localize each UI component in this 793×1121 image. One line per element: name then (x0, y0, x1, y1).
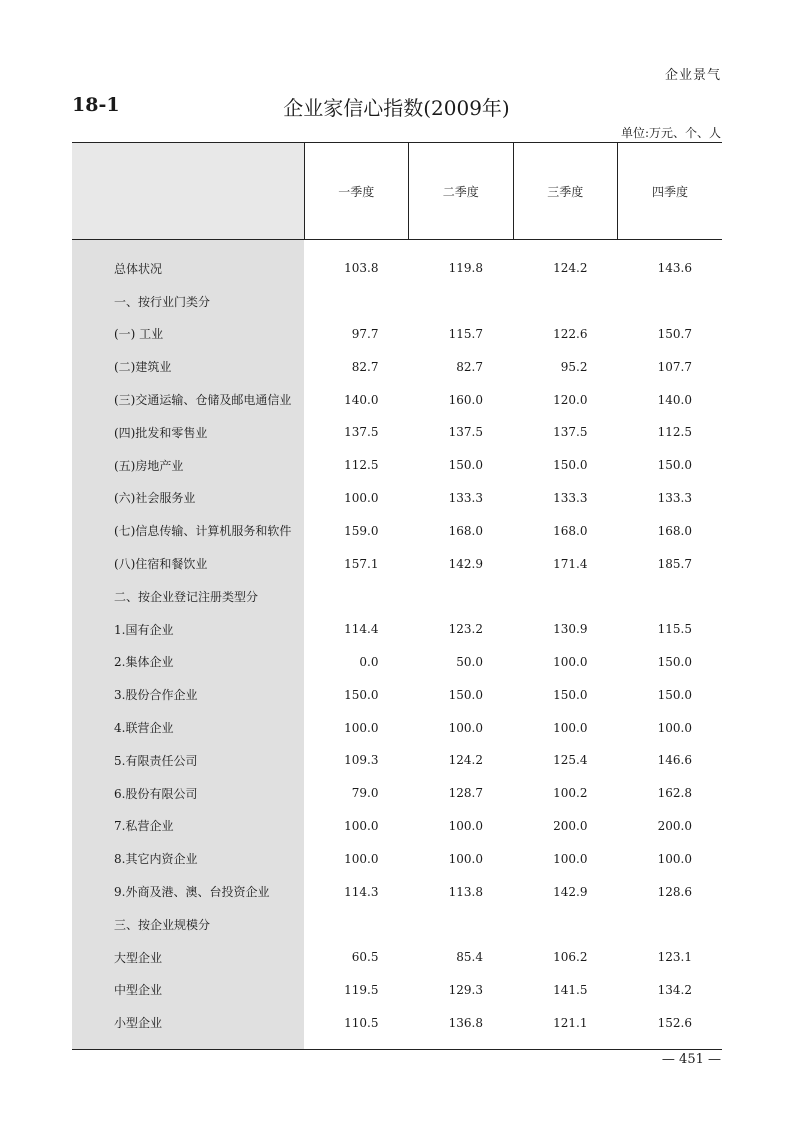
table-row (72, 285, 722, 318)
row-label: (四)批发和零售业 (72, 416, 304, 449)
table-row (72, 908, 722, 941)
table-row (72, 842, 722, 875)
row-label: 6.股份有限公司 (72, 777, 304, 810)
row-label: 7.私营企业 (72, 810, 304, 843)
table-cell: 100.0 (448, 720, 483, 735)
table-row (72, 875, 722, 908)
row-label: (二)建筑业 (72, 350, 304, 383)
table-row (72, 240, 722, 285)
table-cell: 114.3 (344, 884, 379, 899)
table-cell: 100.0 (657, 720, 692, 735)
table-cell: 159.0 (344, 523, 379, 538)
unit-note: 单位:万元、个、人 (620, 126, 721, 140)
table-cell: 150.0 (657, 687, 692, 702)
page-number: — 451 — (661, 1052, 721, 1067)
table-cell: 100.0 (553, 654, 588, 669)
table-cell: 100.0 (448, 851, 483, 866)
table-cell (409, 580, 514, 613)
table-cell: 200.0 (553, 818, 588, 833)
table-cell: 146.6 (657, 753, 692, 768)
table-title: 企业家信心指数(2009年) (283, 96, 510, 120)
table-cell: 168.0 (553, 523, 588, 538)
table-cell (409, 908, 514, 941)
table-cell: 60.5 (351, 950, 379, 965)
row-label: 三、按企业规模分 (72, 908, 304, 941)
table-cell: 125.4 (553, 753, 588, 768)
table-row (72, 777, 722, 810)
row-label: (一) 工业 (72, 318, 304, 351)
row-label: 一、按行业门类分 (72, 285, 304, 318)
table-cell: 160.0 (448, 392, 483, 407)
table-cell: 95.2 (560, 359, 588, 374)
table-cell (618, 285, 723, 318)
table-cell: 137.5 (344, 425, 379, 440)
table-cell (409, 285, 514, 318)
row-label: 4.联营企业 (72, 711, 304, 744)
table-cell: 150.0 (448, 687, 483, 702)
table-cell: 133.3 (553, 490, 588, 505)
table-cell: 152.6 (618, 1006, 723, 1049)
row-label: 9.外商及港、澳、台投资企业 (72, 875, 304, 908)
row-label: 5.有限责任公司 (72, 744, 304, 777)
table-body (72, 240, 722, 1050)
table-cell (304, 285, 409, 318)
column-header: 三季度 (513, 143, 618, 240)
table-cell (304, 908, 409, 941)
column-header: 一季度 (304, 143, 409, 240)
table-cell: 143.6 (657, 261, 692, 276)
row-label: 3.股份合作企业 (72, 678, 304, 711)
table-row (72, 744, 722, 777)
table-cell: 100.0 (448, 818, 483, 833)
table-cell: 157.1 (344, 556, 379, 571)
table-cell: 85.4 (456, 950, 483, 965)
table-cell: 50.0 (456, 654, 483, 669)
table-cell: 112.5 (344, 458, 379, 473)
table-cell: 142.9 (553, 884, 588, 899)
table-row (72, 941, 722, 974)
table-cell: 200.0 (657, 818, 692, 833)
table-cell: 124.2 (448, 753, 483, 768)
table-row (72, 482, 722, 515)
table-cell: 150.0 (553, 687, 588, 702)
table-cell: 136.8 (409, 1006, 514, 1049)
table-cell: 114.4 (344, 622, 379, 637)
table-cell: 168.0 (448, 523, 483, 538)
table-cell: 106.2 (553, 950, 588, 965)
table-cell: 133.3 (448, 490, 483, 505)
table-cell: 115.7 (448, 326, 483, 341)
table-cell: 121.1 (513, 1006, 618, 1049)
table-header-row (72, 143, 722, 240)
table-row (72, 383, 722, 416)
row-label: 大型企业 (72, 941, 304, 974)
table-cell (513, 580, 618, 613)
table-cell: 150.0 (344, 687, 379, 702)
header-stub (72, 143, 304, 240)
table-cell: 112.5 (657, 425, 692, 440)
table-cell: 100.0 (344, 851, 379, 866)
table-row (72, 711, 722, 744)
table-cell: 150.7 (657, 326, 692, 341)
table-cell: 100.0 (344, 818, 379, 833)
table-cell: 115.5 (657, 622, 692, 637)
data-table-container (72, 142, 722, 1050)
table-cell: 100.0 (344, 720, 379, 735)
table-cell: 137.5 (553, 425, 588, 440)
row-label: 二、按企业登记注册类型分 (72, 580, 304, 613)
table-cell: 0.0 (359, 654, 379, 669)
confidence-index-table (72, 142, 722, 1050)
row-label: (五)房地产业 (72, 449, 304, 482)
table-cell: 128.7 (448, 786, 483, 801)
table-cell: 100.2 (553, 786, 588, 801)
table-cell: 120.0 (553, 392, 588, 407)
table-cell (513, 285, 618, 318)
table-cell: 103.8 (344, 261, 379, 276)
row-label: 中型企业 (72, 974, 304, 1007)
table-cell: 128.6 (657, 884, 692, 899)
table-cell: 129.3 (448, 982, 483, 997)
table-cell: 100.0 (344, 490, 379, 505)
table-row (72, 646, 722, 679)
row-label: 8.其它内资企业 (72, 842, 304, 875)
table-cell: 123.2 (448, 622, 483, 637)
table-row (72, 810, 722, 843)
table-cell: 171.4 (553, 556, 588, 571)
table-cell: 168.0 (657, 523, 692, 538)
table-row (72, 449, 722, 482)
row-label: 1.国有企业 (72, 613, 304, 646)
table-cell: 110.5 (304, 1006, 409, 1049)
table-cell: 107.7 (657, 359, 692, 374)
table-cell (513, 908, 618, 941)
table-row (72, 514, 722, 547)
table-cell: 133.3 (657, 490, 692, 505)
table-cell: 109.3 (344, 753, 379, 768)
table-cell: 130.9 (553, 622, 588, 637)
table-cell: 150.0 (657, 654, 692, 669)
column-header: 四季度 (618, 143, 723, 240)
table-cell (304, 580, 409, 613)
table-cell: 82.7 (456, 359, 483, 374)
table-cell: 119.8 (448, 261, 483, 276)
table-cell: 162.8 (657, 786, 692, 801)
table-cell: 140.0 (657, 392, 692, 407)
table-cell: 97.7 (351, 326, 379, 341)
table-row (72, 580, 722, 613)
table-cell: 140.0 (344, 392, 379, 407)
table-row (72, 350, 722, 383)
table-cell: 113.8 (448, 884, 483, 899)
table-row (72, 318, 722, 351)
table-cell (618, 580, 723, 613)
table-row (72, 547, 722, 580)
row-label: (三)交通运输、仓储及邮电通信业 (72, 383, 304, 416)
table-cell: 100.0 (657, 851, 692, 866)
row-label: 2.集体企业 (72, 646, 304, 679)
row-label: (六)社会服务业 (72, 482, 304, 515)
running-head: 企业景气 (664, 68, 721, 83)
table-cell (618, 908, 723, 941)
table-row (72, 974, 722, 1007)
table-cell: 119.5 (344, 982, 379, 997)
column-header: 二季度 (409, 143, 514, 240)
table-cell: 150.0 (553, 458, 588, 473)
table-cell: 82.7 (351, 359, 379, 374)
table-cell: 137.5 (448, 425, 483, 440)
row-label: 小型企业 (72, 1006, 304, 1049)
row-label: 总体状况 (72, 240, 304, 285)
table-cell: 122.6 (553, 326, 588, 341)
table-cell: 150.0 (448, 458, 483, 473)
table-cell: 141.5 (553, 982, 588, 997)
row-label: (七)信息传输、计算机服务和软件 (72, 514, 304, 547)
table-cell: 100.0 (553, 851, 588, 866)
table-cell: 134.2 (657, 982, 692, 997)
table-cell: 150.0 (657, 458, 692, 473)
table-row (72, 1006, 722, 1049)
table-cell: 100.0 (553, 720, 588, 735)
table-number: 18-1 (72, 94, 120, 116)
table-cell: 79.0 (351, 786, 379, 801)
table-row (72, 416, 722, 449)
table-cell: 123.1 (657, 950, 692, 965)
table-cell: 185.7 (657, 556, 692, 571)
table-row (72, 678, 722, 711)
table-row (72, 613, 722, 646)
row-label: (八)住宿和餐饮业 (72, 547, 304, 580)
table-cell: 142.9 (448, 556, 483, 571)
table-cell: 124.2 (553, 261, 588, 276)
